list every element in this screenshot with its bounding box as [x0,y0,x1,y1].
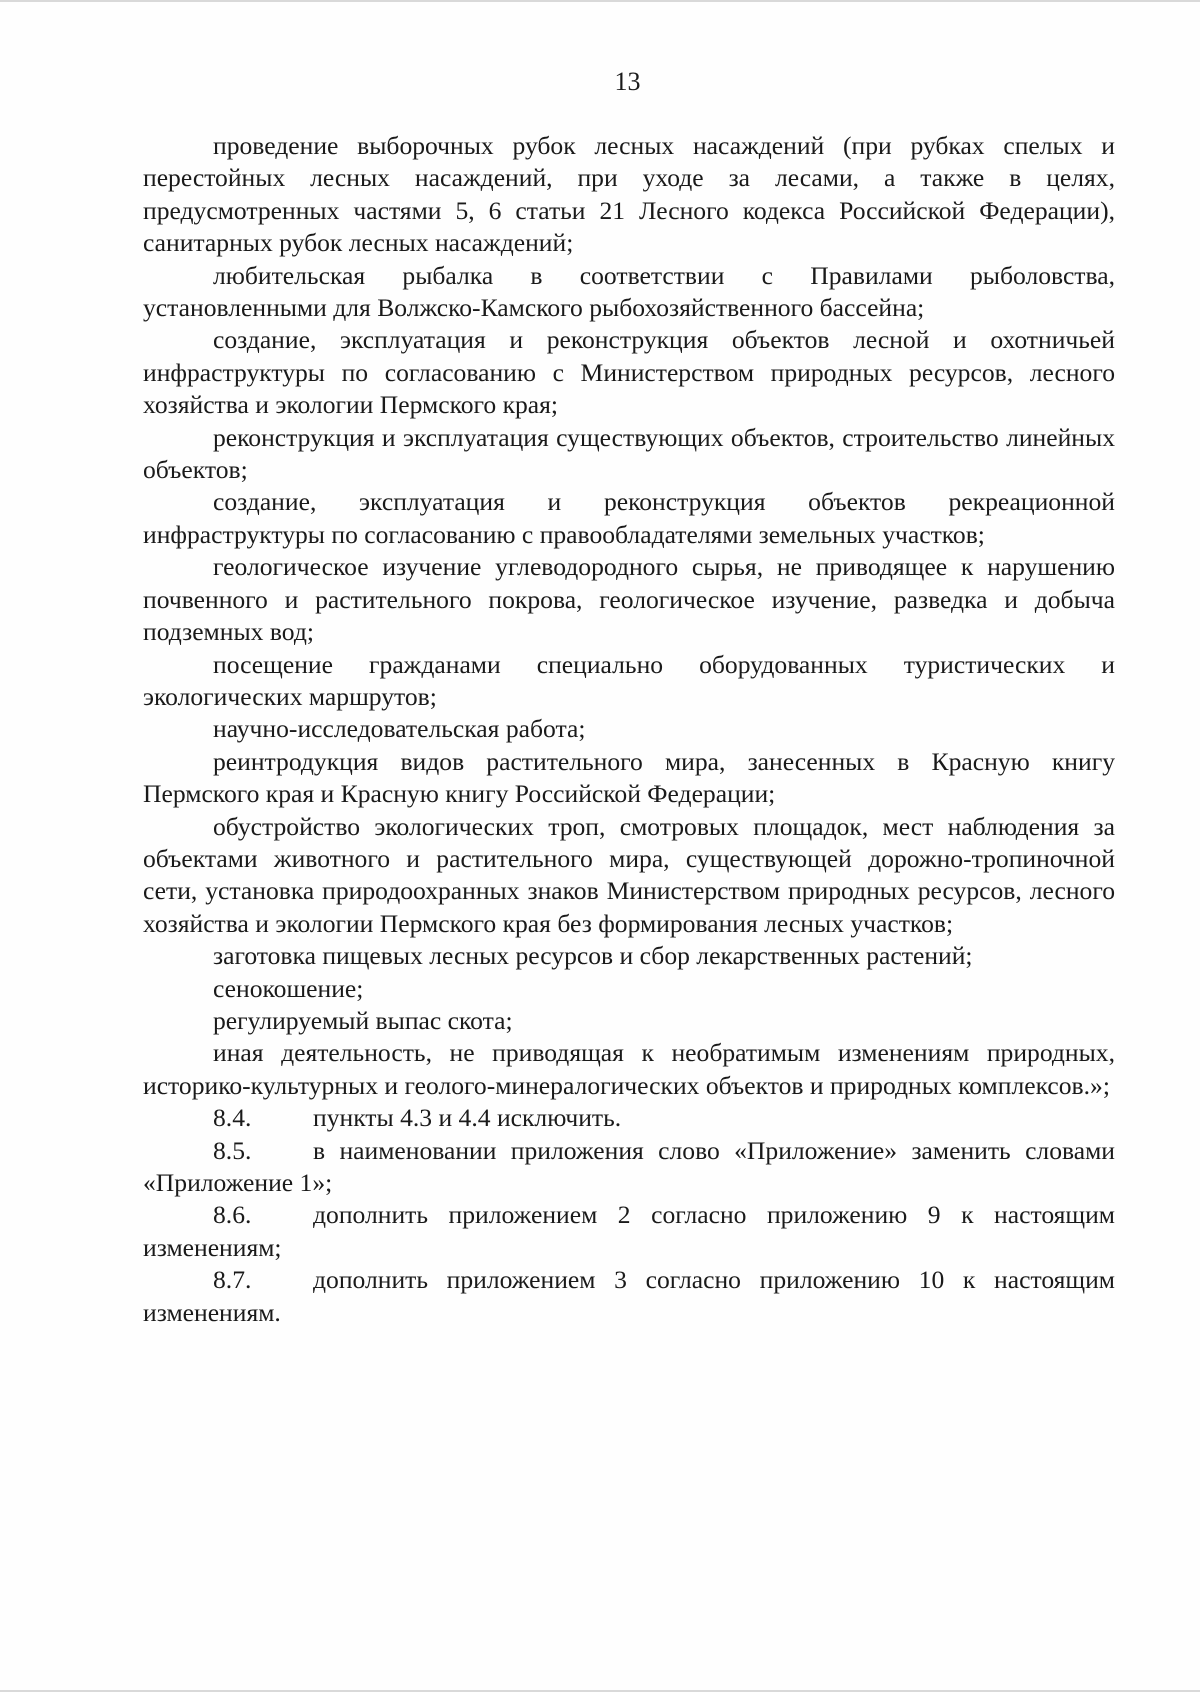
paragraph: геологическое изучение углеводородного сырья, не приводящее к нарушению почвенного и растительного покрова, геологическое изучение, разведка и добыча подземных вод; [143,552,1115,647]
paragraph: проведение выборочных рубок лесных насаждений (при рубках спелых и перестойных лесных насаждений, при уходе за лесами, а также в целях, предусмотренных частями 5, 6 статьи 21 Лесного кодекса Российской Федерации), санитарных рубок лесных насаждений; [143,131,1115,258]
item-number: 8.6. [213,1200,252,1230]
paragraph: реконструкция и эксплуатация существующих объектов, строительство линейных объектов; [143,422,1115,485]
scan-edge-top [0,0,1200,2]
paragraph: иная деятельность, не приводящая к необратимым изменениям природных, историко-культурных и геолого-минералогических объектов и природных комплексов.»; [143,1038,1115,1100]
page-number: 13 [614,67,641,96]
paragraph: создание, эксплуатация и реконструкция объектов рекреационной инфраструктуры по согласованию с правообладателями земельных участков; [143,487,1115,549]
paragraph: научно-исследовательская работа; [213,714,586,744]
document-body [143,130,1115,1329]
paragraph: заготовка пищевых лесных ресурсов и сбор лекарственных растений; [213,941,973,971]
paragraph: регулируемый выпас скота; [213,1005,513,1035]
paragraph: посещение гражданами специально оборудованных туристических и экологических маршрутов; [143,649,1115,711]
paragraph: обустройство экологических троп, смотровых площадок, мест наблюдения за объектами животного и растительного мира, существующей дорожно-тропиночной сети, установка природоохранных знаков Министерством природных ресурсов, лесного хозяйства и экологии Пермского края без формирования лесных участков; [143,811,1115,938]
paragraph: создание, эксплуатация и реконструкция объектов лесной и охотничьей инфраструктуры по согласованию с Министерством природных ресурсов, лесного хозяйства и экологии Пермского края; [143,325,1115,420]
item-text: дополнить приложением 3 согласно приложению 10 к настоящим изменениям. [143,1265,1115,1327]
item-number: 8.4. [213,1103,252,1133]
numbered-item-8-7 [143,1264,1115,1329]
numbered-item-8-5 [143,1135,1115,1200]
numbered-item-8-4 [143,1102,1115,1134]
item-number: 8.7. [213,1265,252,1295]
item-text: в наименовании приложения слово «Приложение» заменить словами «Приложение 1»; [143,1135,1115,1197]
paragraph: любительская рыбалка в соответствии с Правилами рыболовства, установленными для Волжско-Камского рыбохозяйственного бассейна; [143,260,1115,323]
paragraph: сенокошение; [213,973,364,1003]
item-text: дополнить приложением 2 согласно приложению 9 к настоящим изменениям; [143,1200,1115,1262]
numbered-item-8-6 [143,1199,1115,1264]
item-text: пункты 4.3 и 4.4 исключить. [313,1103,622,1133]
paragraph: реинтродукция видов растительного мира, занесенных в Красную книгу Пермского края и Красную книгу Российской Федерации; [143,746,1115,809]
item-number: 8.5. [213,1135,252,1165]
